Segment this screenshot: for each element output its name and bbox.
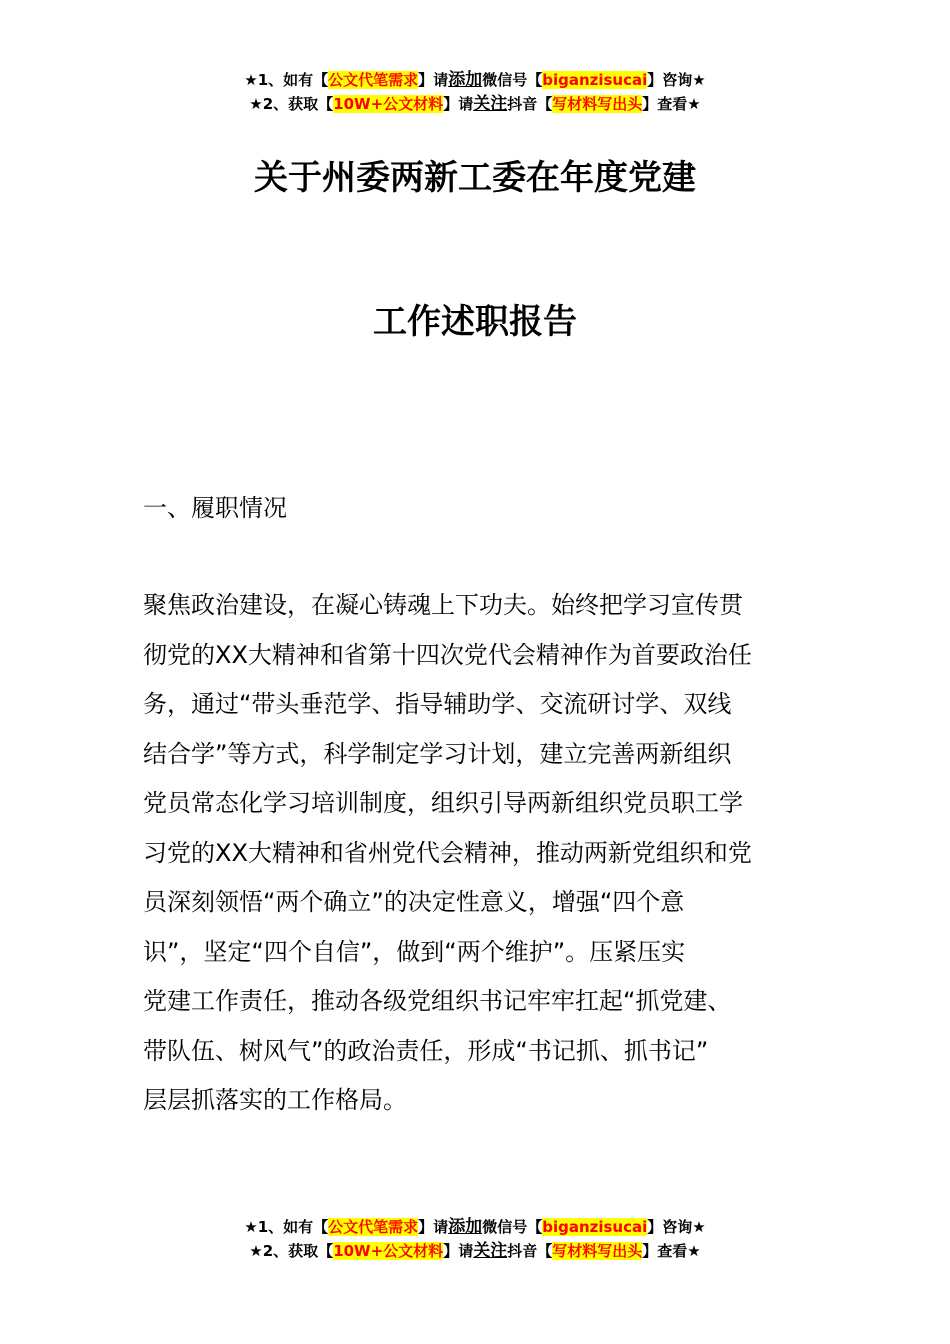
paragraph-line: 党建工作责任，推动各级党组织书记牢牢扛起“抓党建、 [143,987,732,1015]
star-icon: ★ [687,1242,701,1260]
star-icon: ★ [244,1218,258,1236]
underlined-text: 关注 [473,1241,508,1261]
star-icon: ★ [249,95,263,113]
paragraph-line: 习党的XX大精神和省州党代会精神，推动两新党组织和党 [143,838,752,867]
highlight-wechat-id: biganzisucai [542,1218,648,1236]
underlined-text: 添加 [448,1217,483,1237]
highlight-wechat-id: biganzisucai [542,71,648,89]
document-title-line-2: 工作述职报告 [373,302,577,342]
highlight-douyin: 写材料写出头 [552,1242,643,1260]
paragraph-line: 层层抓落实的工作格局。 [143,1086,407,1114]
banner-text: 】查看 [642,1242,688,1260]
banner-line-1 [0,68,950,92]
banner-text: 】咨询 [647,71,693,89]
banner-text: 】查看 [642,95,688,113]
banner-text: 1、如有【 [257,1218,329,1236]
document-title-line-1: 关于州委两新工委在年度党建 [254,158,696,198]
banner-text: 抖音【 [507,95,553,113]
bottom-banner [0,1215,950,1263]
paragraph-line: 彻党的XX大精神和省第十四次党代会精神作为首要政治任 [143,640,752,669]
paragraph-line: 员深刻领悟“两个确立”的决定性意义，增强“四个意 [143,888,685,916]
star-icon: ★ [692,71,706,89]
paragraph-line: 结合学”等方式，科学制定学习计划，建立完善两新组织 [143,739,732,768]
star-icon: ★ [244,71,258,89]
body-paragraph [143,581,813,1126]
top-banner [0,68,950,116]
banner-text: 抖音【 [507,1242,553,1260]
highlight-materials: 10W+公文材料 [333,1242,444,1260]
section-heading: 一、履职情况 [143,494,287,522]
paragraph-line: 识”，坚定“四个自信”，做到“两个维护”。压紧压实 [143,937,686,966]
banner-line-2 [0,1239,950,1263]
banner-text: 1、如有【 [257,71,329,89]
star-icon: ★ [687,95,701,113]
highlight-douyin: 写材料写出头 [552,95,643,113]
banner-text: 】请 [443,95,474,113]
banner-text: 微信号【 [482,1218,543,1236]
star-icon: ★ [692,1218,706,1236]
highlight-materials: 10W+公文材料 [333,95,444,113]
banner-text: 】咨询 [647,1218,693,1236]
banner-text: 2、获取【 [262,1242,334,1260]
banner-line-2 [0,92,950,116]
highlight-service: 公文代笔需求 [328,1218,419,1236]
underlined-text: 添加 [448,70,483,90]
paragraph-line: 带队伍、树风气”的政治责任，形成“书记抓、抓书记” [143,1036,709,1065]
banner-line-1 [0,1215,950,1239]
banner-text: 】请 [443,1242,474,1260]
banner-text: 微信号【 [482,71,543,89]
star-icon: ★ [249,1242,263,1260]
underlined-text: 关注 [473,94,508,114]
banner-text: 】请 [418,1218,449,1236]
paragraph-line: 务，通过“带头垂范学、指导辅助学、交流研讨学、双线 [143,690,732,718]
highlight-service: 公文代笔需求 [328,71,419,89]
banner-text: 2、获取【 [262,95,334,113]
banner-text: 】请 [418,71,449,89]
paragraph-line: 聚焦政治建设，在凝心铸魂上下功夫。始终把学习宣传贯 [143,591,743,619]
paragraph-line: 党员常态化学习培训制度，组织引导两新组织党员职工学 [143,789,743,817]
